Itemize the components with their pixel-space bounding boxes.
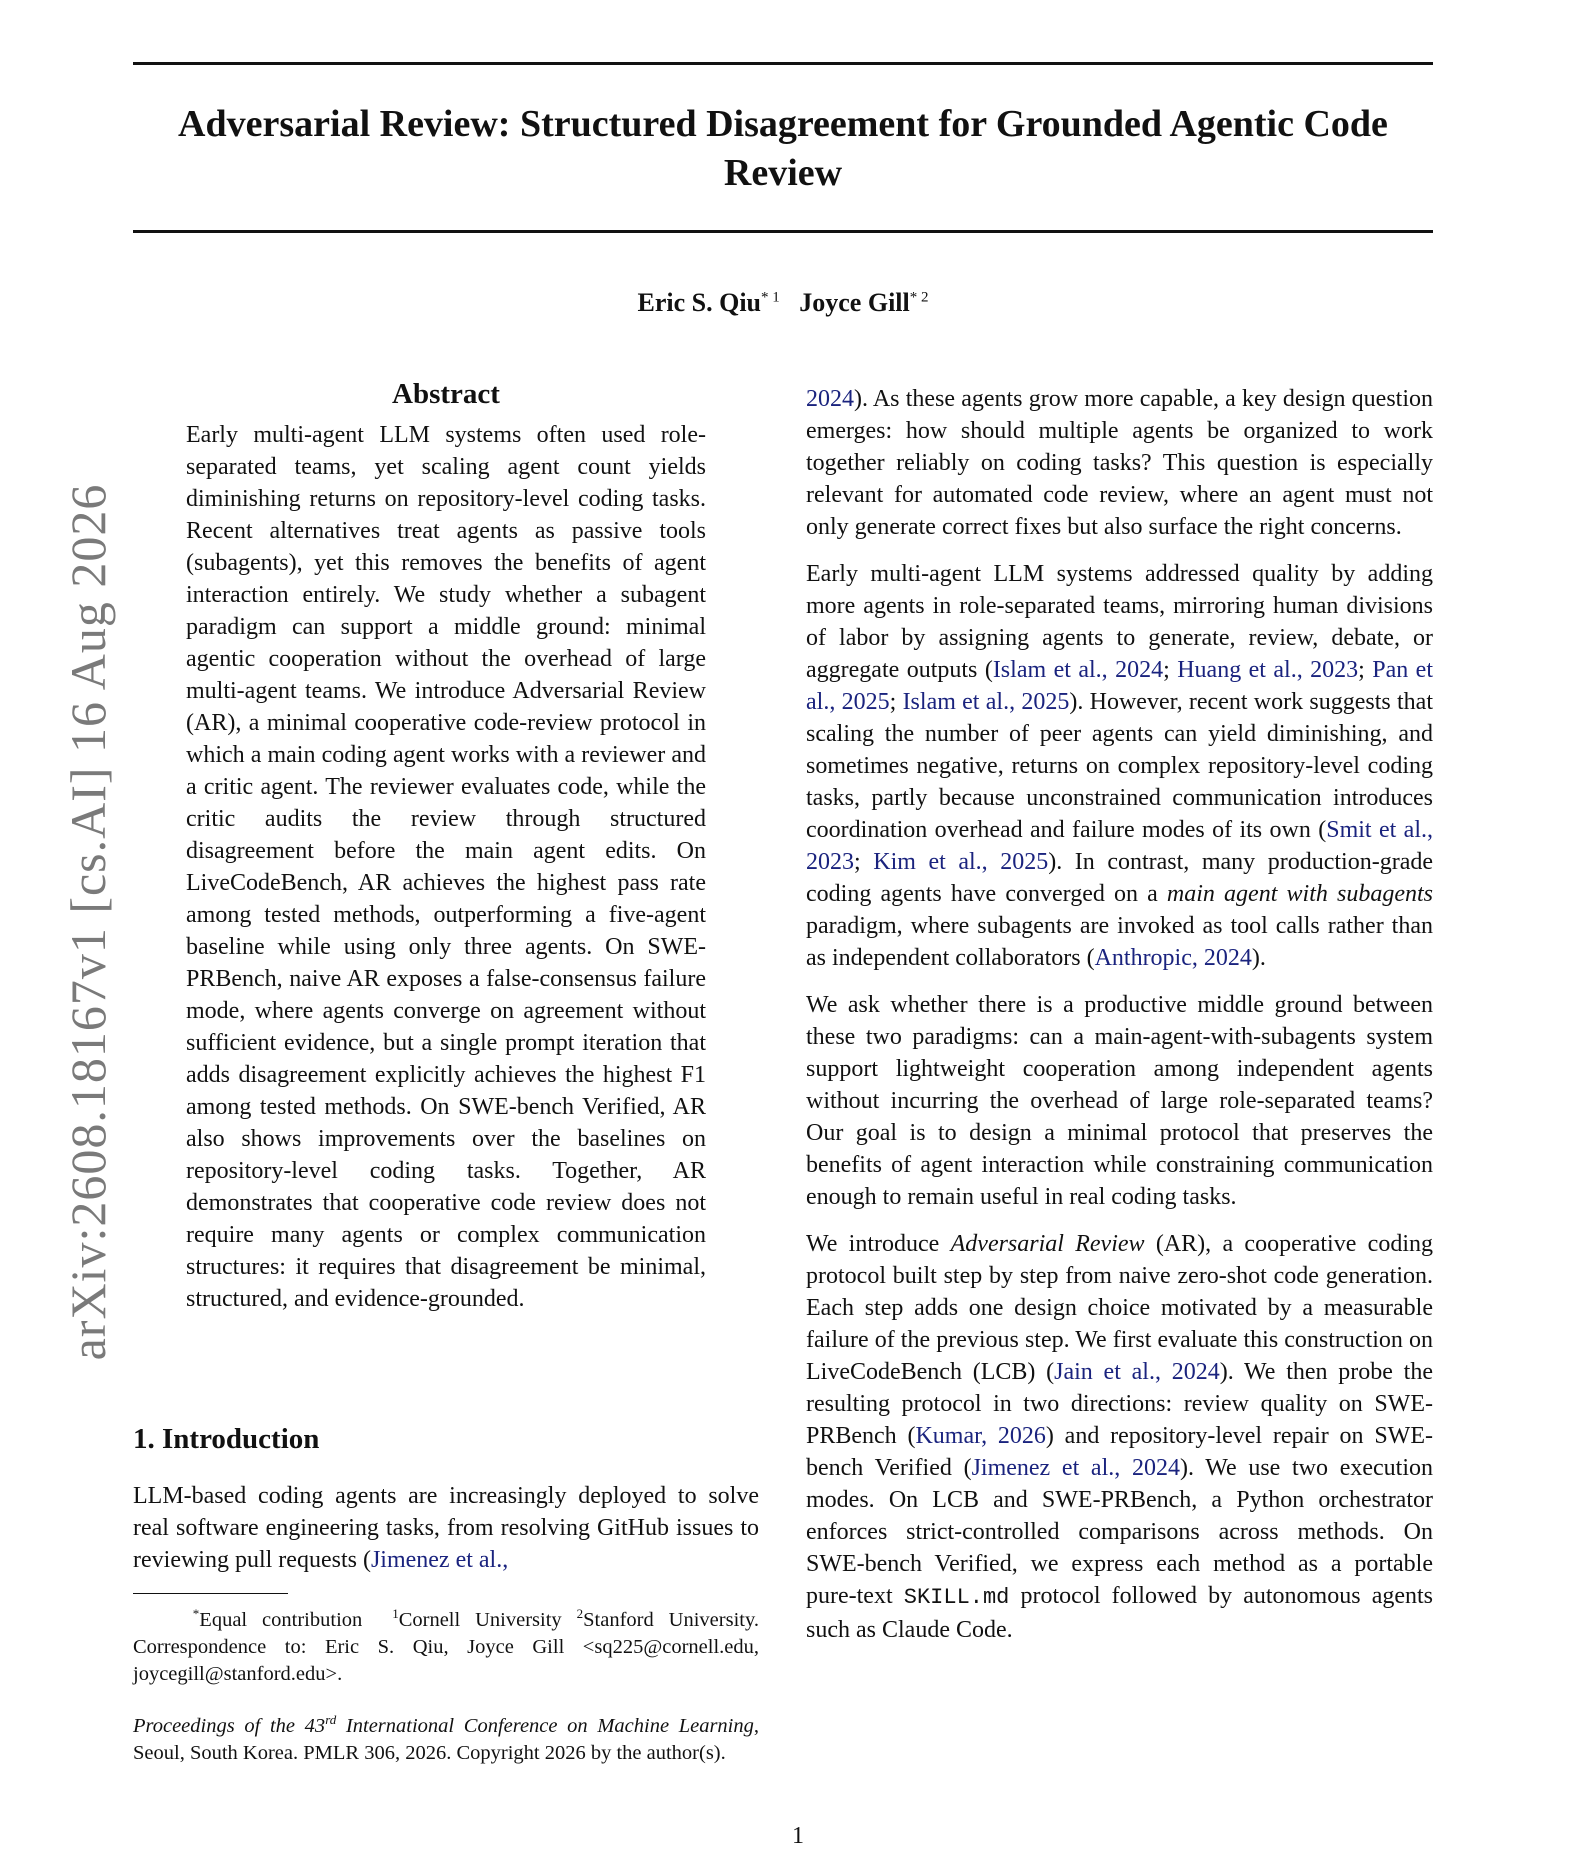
citation-link[interactable]: Jimenez et al.,: [370, 1547, 509, 1573]
proceedings-italic: International Conference on Machine Learning: [336, 1714, 754, 1737]
author-name: Joyce Gill: [799, 288, 910, 317]
author-marks: * 2: [909, 289, 929, 306]
arxiv-stamp: arXiv:2608.18167v1 [cs.AI] 16 Aug 2026: [60, 483, 116, 1361]
paragraph-text: ). However, recent work suggests that scaling the number of peer agents can yield diminishing, and sometimes negative, returns on complex repository-level coding tasks, partly because unconstrained communication introduces coordination overhead and failure modes of its own (: [806, 689, 1434, 843]
proceedings-superscript: rd: [325, 1712, 337, 1727]
abstract-heading: Abstract: [392, 378, 500, 410]
citation-link[interactable]: Smit et al., 2023: [806, 817, 1433, 875]
citation-link[interactable]: Jain et al., 2024: [1054, 1359, 1220, 1385]
paragraph-text: protocol followed by autonomous agents such as Claude Code.: [806, 1583, 1434, 1643]
paragraph-text: (AR), a cooperative coding protocol built step by step from naive zero-shot code generation. Each step adds one design choice motivated by a measurable failure of the previous step. We first evaluate this construction on LiveCodeBench (LCB) (: [806, 1231, 1433, 1385]
title-rule-bottom: [133, 230, 1433, 233]
author-list: [133, 288, 1433, 318]
citation-separator: ;: [1358, 657, 1373, 683]
right-column: [806, 383, 1433, 1661]
paragraph-text: ) and repository-level repair on SWE-bench Verified (: [806, 1423, 1433, 1481]
citation-link[interactable]: 2024: [806, 386, 854, 412]
paragraph-text: paradigm, where subagents are invoked as tool calls rather than as independent collaborators (: [806, 913, 1433, 971]
title-rule-top: [133, 62, 1433, 65]
footnote-text: Equal contribution: [199, 1608, 363, 1631]
paragraph-text: ). We then probe the resulting protocol in two directions: review quality on SWE-PRBench (: [806, 1359, 1434, 1449]
footnote-mark: 2: [576, 1606, 584, 1621]
paper-title: Adversarial Review: Structured Disagreement for Grounded Agentic Code Review: [178, 103, 1388, 194]
citation-separator: ;: [889, 689, 903, 715]
citation-link[interactable]: Islam et al., 2025: [902, 689, 1070, 715]
paragraph-text: ). As these agents grow more capable, a key design question emerges: how should multiple agents be organized to work together reliably on coding tasks? This question is especially relevant for automated code review, where an agent must not only generate correct fixes but also surface the right concerns.: [806, 386, 1433, 540]
citation-link[interactable]: Kim et al., 2025: [873, 849, 1049, 875]
proceedings-italic: Proceedings of the 43: [133, 1714, 326, 1737]
footnote-mark: *: [192, 1606, 200, 1621]
abstract-body: Early multi-agent LLM systems often used role-separated teams, yet scaling agent count yields diminishing returns on repository-level coding tasks. Recent alternatives treat agents as passive tools (subagents), yet this removes the benefits of agent interaction entirely. We study whether a subagent paradigm can support a middle ground: minimal agentic cooperation without the overhead of large multi-agent teams. We introduce Adversarial Review (AR), a minimal cooperative code-review protocol in which a main coding agent works with a reviewer and a critic agent. The reviewer evaluates code, while the critic audits the review through structured disagreement before the main agent edits. On LiveCodeBench, AR achieves the highest pass rate among tested methods, outperforming a five-agent baseline while using only three agents. On SWE-PRBench, naive AR exposes a false-consensus failure mode, where agents converge on agreement without sufficient evidence, but a single prompt iteration that adds disagreement explicitly achieves the highest F1 among tested methods. On SWE-bench Verified, AR also shows improvements over the baselines on repository-level coding tasks. Together, AR demonstrates that cooperative code review does not require many agents or complex communication structures: it requires that disagreement be minimal, structured, and evidence-grounded.: [186, 422, 706, 1312]
citation-separator: ;: [1163, 657, 1178, 683]
footnote-rule: [133, 1593, 288, 1594]
citation-link[interactable]: Anthropic, 2024: [1094, 945, 1252, 971]
citation-separator: ;: [854, 849, 874, 875]
citation-link[interactable]: Kumar, 2026: [915, 1423, 1046, 1449]
paragraph-text: Early multi-agent LLM systems addressed quality by adding more agents in role-separated teams, mirroring human divisions of labor by assigning agents to generate, review, debate, or aggregate outputs (: [806, 561, 1433, 683]
paragraph-text: ). We use two execution modes. On LCB and SWE-PRBench, a Python orchestrator enforces strict-controlled comparisons across methods. On SWE-bench Verified, we express each method as a portable pure-text: [806, 1455, 1434, 1609]
intro-paragraph-4: [806, 1228, 1433, 1646]
citation-link[interactable]: Islam et al., 2024: [992, 657, 1164, 683]
intro-paragraph-2: [806, 558, 1433, 974]
proceedings-text: , Seoul, South Korea. PMLR 306, 2026. Copyright 2026 by the author(s).: [133, 1714, 760, 1764]
citation-link[interactable]: Pan et al., 2025: [806, 657, 1434, 715]
footnote-correspondence: Correspondence to: Eric S. Qiu, Joyce Gill <sq225@cornell.edu, joycegill@stanford.edu>.: [133, 1635, 759, 1685]
paragraph-text: We introduce: [806, 1231, 951, 1257]
code-filename: SKILL.md: [903, 1585, 1010, 1610]
emphasis: main agent with subagents: [1166, 881, 1433, 907]
intro-paragraph-1-continued: [806, 383, 1433, 543]
author-marks: * 1: [761, 289, 780, 306]
page-number: 1: [792, 1823, 804, 1849]
proceedings-note: [133, 1706, 759, 1767]
footnote-text: Cornell University: [398, 1608, 562, 1631]
author-name: Eric S. Qiu: [637, 288, 762, 317]
footnote-mark: 1: [392, 1606, 399, 1621]
section-heading-introduction: 1. Introduction: [133, 1423, 320, 1455]
citation-link[interactable]: Huang et al., 2023: [1177, 657, 1359, 683]
intro-paragraph-3: We ask whether there is a productive middle ground between these two paradigms: can a main-agent-with-subagents system support lightweight cooperation among independent agents without incurring the overhead of large role-separated teams? Our goal is to design a minimal protocol that preserves the benefits of agent interaction while constraining communication enough to remain useful in real coding tasks.: [806, 992, 1433, 1210]
paragraph-text: LLM-based coding agents are increasingly deployed to solve real software engineering tasks, from resolving GitHub issues to reviewing pull requests (: [133, 1483, 759, 1573]
footnote: [133, 1600, 759, 1688]
citation-link[interactable]: Jimenez et al., 2024: [971, 1455, 1180, 1481]
paragraph-text: ). In contrast, many production-grade coding agents have converged on a: [806, 849, 1433, 907]
footnote-text: Stanford University.: [583, 1608, 760, 1631]
emphasis: Adversarial Review: [950, 1231, 1145, 1257]
intro-paragraph-1: [133, 1480, 759, 1576]
paragraph-text: ).: [1251, 945, 1266, 971]
